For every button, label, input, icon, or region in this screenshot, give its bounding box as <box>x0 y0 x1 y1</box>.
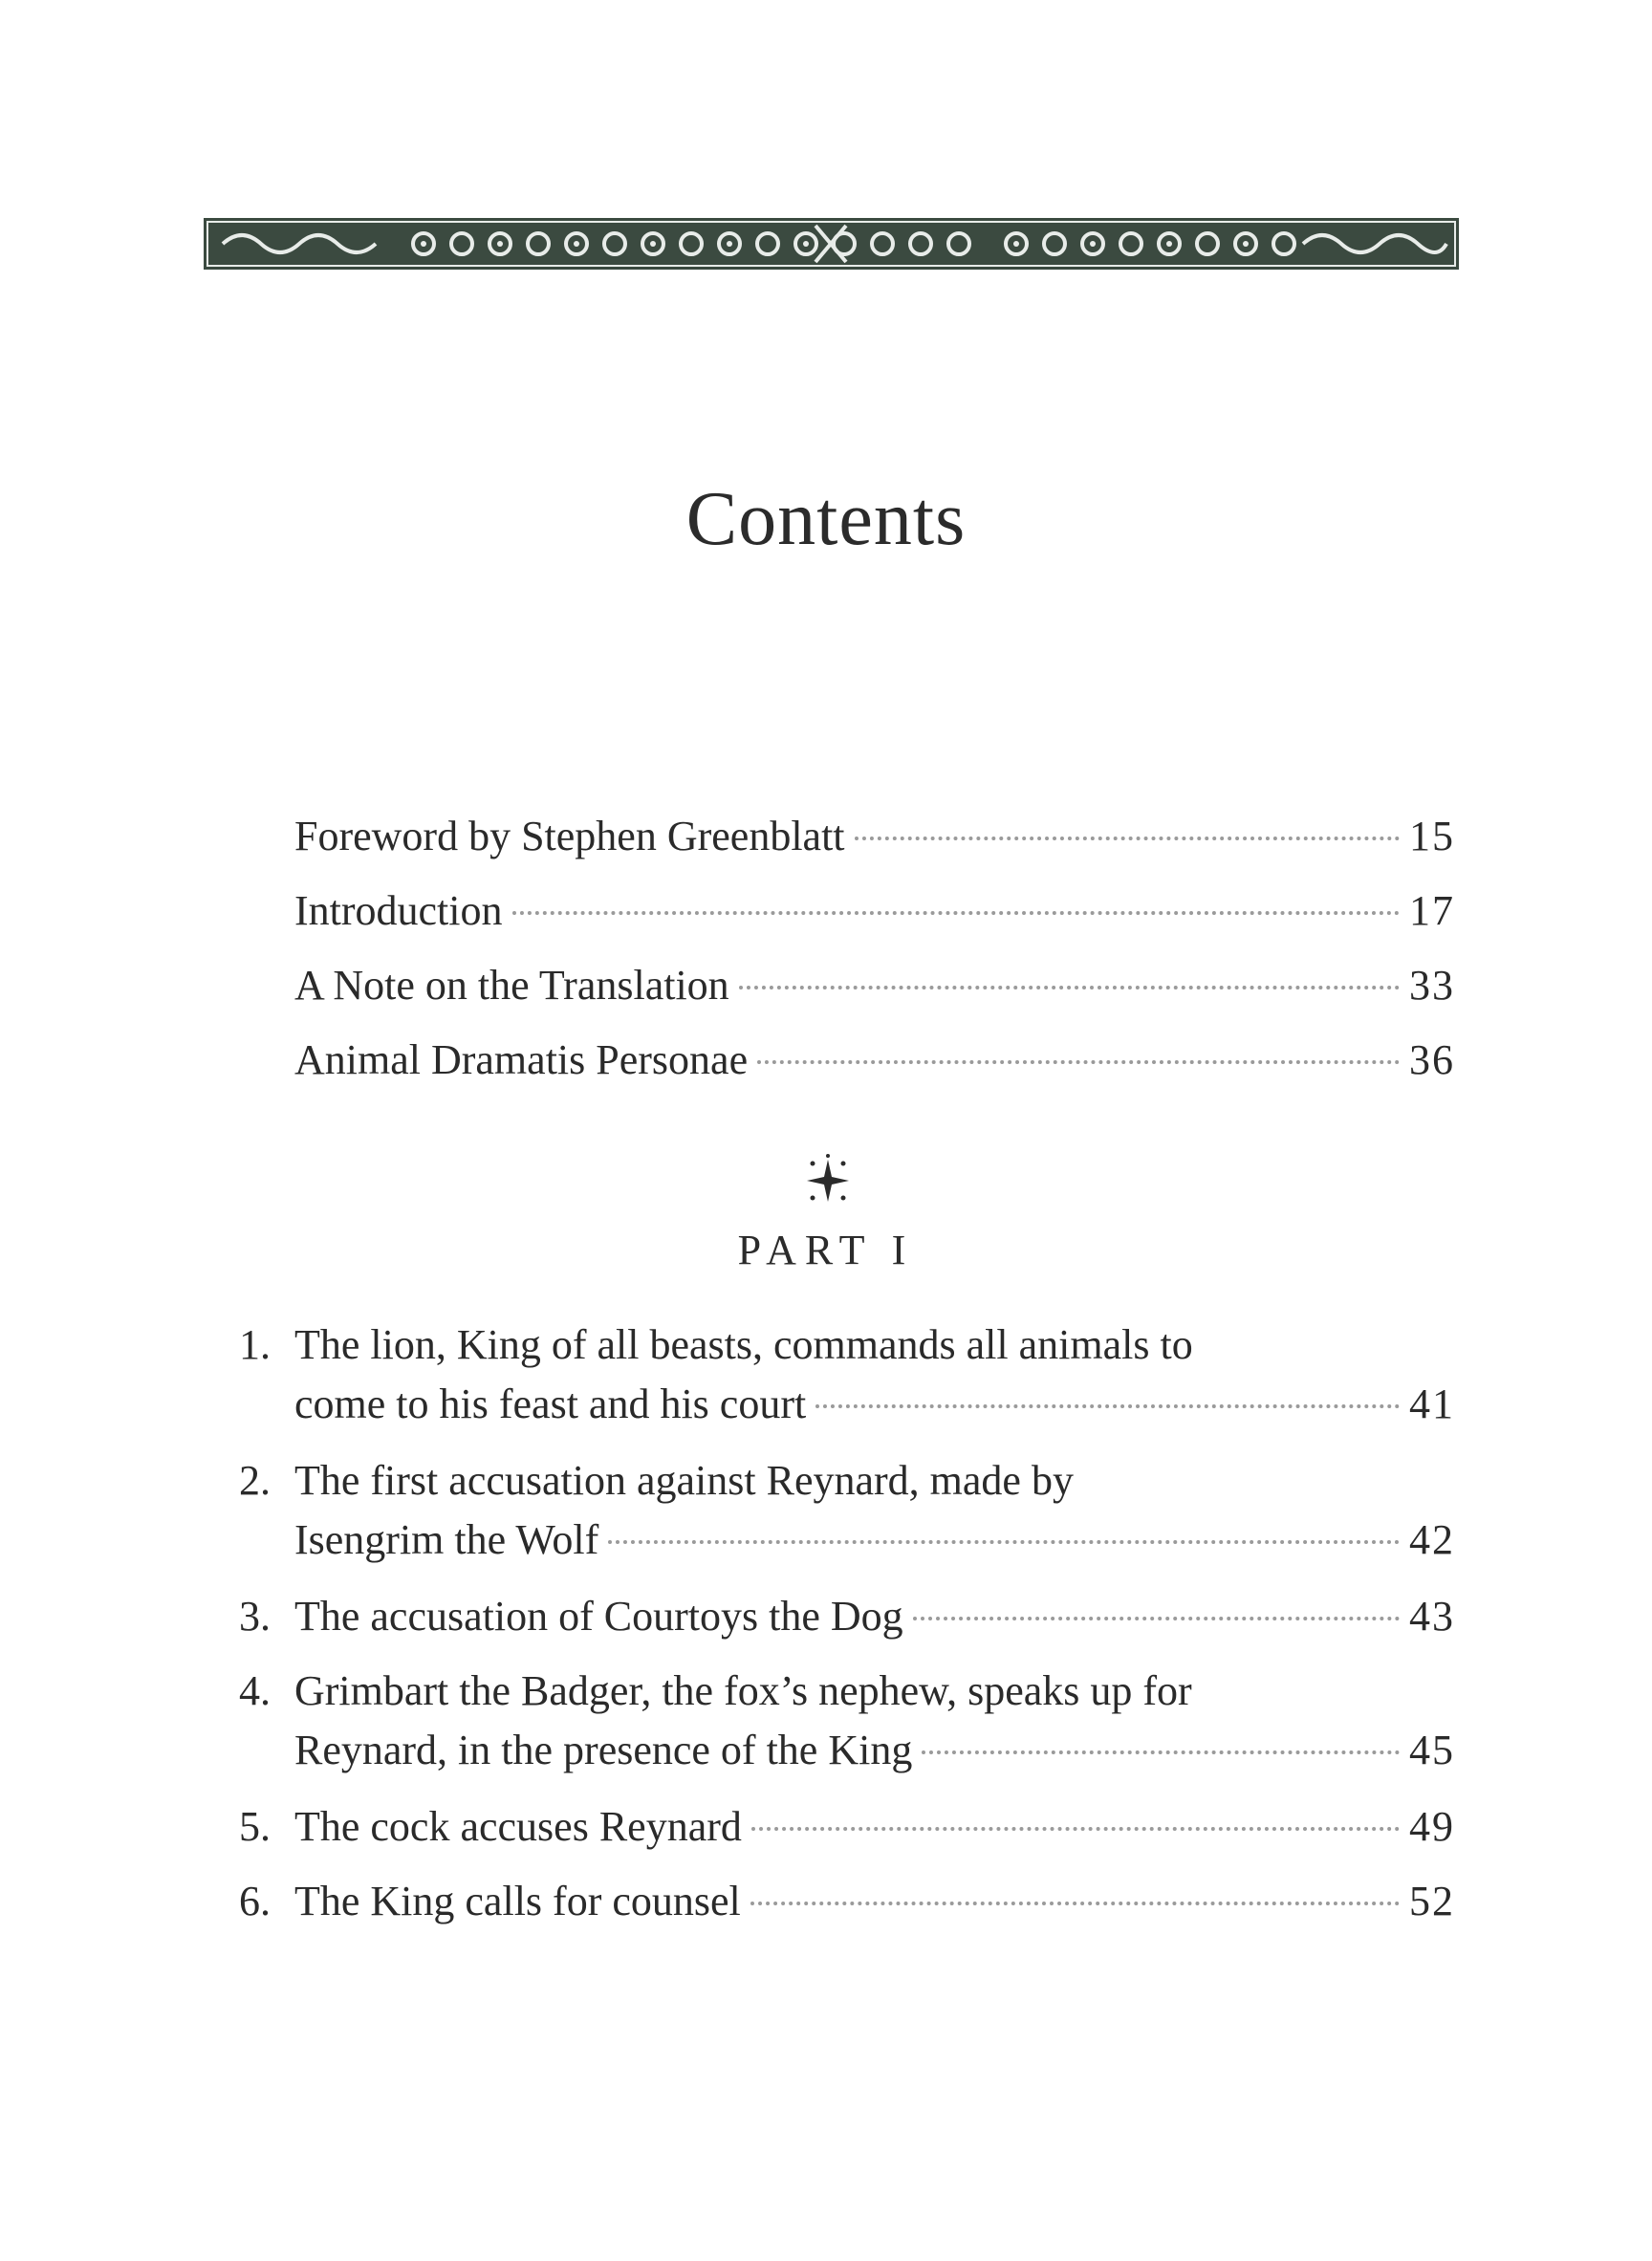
chapter-title: The accusation of Courtoys the Dog <box>294 1593 903 1640</box>
chapter-title: The cock accuses Reynard <box>294 1803 742 1850</box>
chapter-number: 4. <box>239 1667 271 1714</box>
toc-entry-foreword[interactable] <box>294 807 1455 866</box>
leader-dots <box>739 986 1400 989</box>
leader-dots <box>750 1902 1400 1905</box>
toc-entry-translation-note[interactable] <box>294 956 1455 1015</box>
leader-dots <box>913 1617 1400 1620</box>
chapter-title-line1: The lion, King of all beasts, commands all animals to <box>294 1321 1193 1368</box>
leader-dots <box>608 1540 1400 1544</box>
chapter-page: 41 <box>1409 1381 1455 1427</box>
toc-chapter-1[interactable] <box>239 1315 1455 1434</box>
chapter-page: 43 <box>1409 1593 1455 1640</box>
ornamental-header-band <box>204 218 1459 270</box>
knot-band-icon <box>204 218 1459 270</box>
chapter-title-line2: Isengrim the Wolf <box>294 1516 599 1563</box>
toc-entry-label: Animal Dramatis Personae <box>294 1036 749 1083</box>
toc-chapter-3[interactable] <box>239 1587 1455 1646</box>
part-heading: PART I <box>737 1227 915 1273</box>
four-point-star-icon <box>799 1152 857 1209</box>
leader-dots <box>512 911 1400 915</box>
chapter-page: 52 <box>1409 1878 1455 1924</box>
page-title: Contents <box>685 477 967 561</box>
toc-chapter-6[interactable] <box>239 1872 1455 1931</box>
leader-dots <box>815 1404 1400 1408</box>
chapter-number: 3. <box>239 1593 271 1640</box>
toc-entry-label: A Note on the Translation <box>294 962 729 1009</box>
chapter-number: 2. <box>239 1457 271 1504</box>
chapter-title-line1: Grimbart the Badger, the fox’s nephew, speaks up for <box>294 1667 1192 1714</box>
toc-entry-label: Foreword by Stephen Greenblatt <box>294 813 845 859</box>
toc-entry-page: 36 <box>1409 1036 1455 1083</box>
toc-entry-introduction[interactable] <box>294 881 1455 941</box>
toc-entry-dramatis-personae[interactable] <box>294 1031 1455 1090</box>
chapter-number: 1. <box>239 1321 271 1368</box>
toc-chapter-5[interactable] <box>239 1797 1455 1857</box>
toc-entry-page: 17 <box>1409 887 1455 934</box>
chapter-title: The King calls for counsel <box>294 1878 741 1924</box>
leader-dots <box>855 837 1400 840</box>
chapter-title-line2: come to his feast and his court <box>294 1381 807 1427</box>
leader-dots <box>751 1827 1400 1831</box>
leader-dots <box>922 1750 1400 1754</box>
toc-chapter-4[interactable] <box>239 1662 1455 1780</box>
toc-entry-label: Introduction <box>294 887 503 934</box>
toc-entry-page: 33 <box>1409 962 1455 1009</box>
toc-entry-page: 15 <box>1409 813 1455 859</box>
chapter-page: 49 <box>1409 1803 1455 1850</box>
chapter-number: 6. <box>239 1878 271 1924</box>
chapter-page: 42 <box>1409 1516 1455 1563</box>
toc-chapter-2[interactable] <box>239 1451 1455 1570</box>
chapter-title-line2: Reynard, in the presence of the King <box>294 1727 913 1773</box>
chapter-title-line1: The first accusation against Reynard, made by <box>294 1457 1074 1504</box>
chapter-page: 45 <box>1409 1727 1455 1773</box>
leader-dots <box>757 1060 1400 1064</box>
chapter-number: 5. <box>239 1803 271 1850</box>
